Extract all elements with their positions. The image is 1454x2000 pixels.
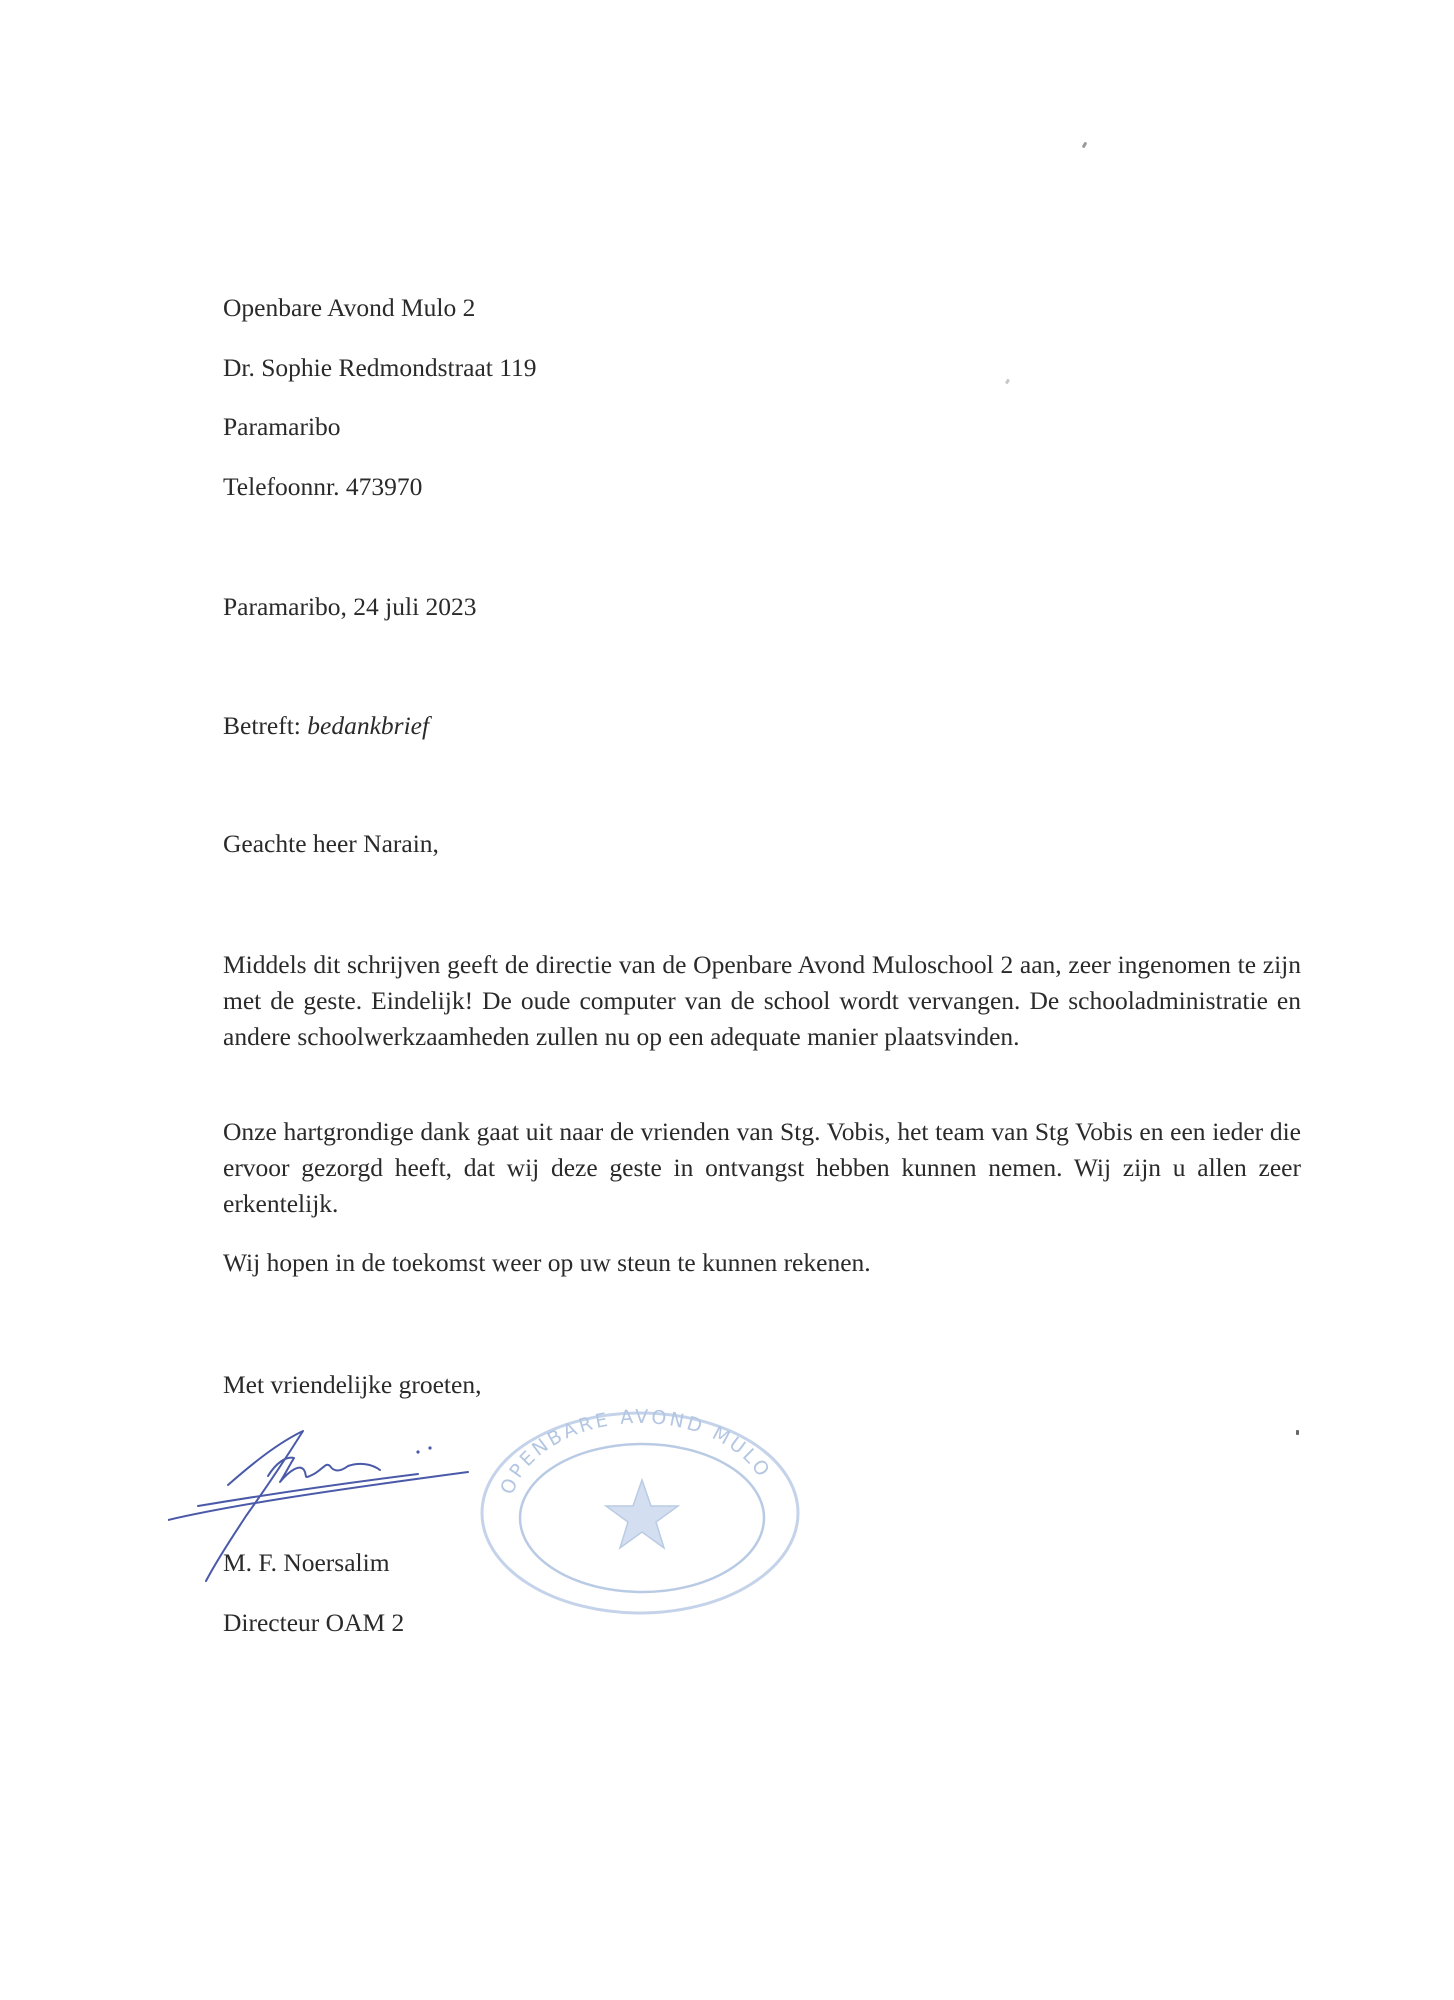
stamp-star-icon xyxy=(606,1480,678,1548)
sender-address: Dr. Sophie Redmondstraat 119 xyxy=(223,353,537,382)
signature-dot-icon xyxy=(416,1450,419,1453)
body-paragraph-3-text: Wij hopen in de toekomst weer op uw steun te kunnen rekenen. xyxy=(223,1248,871,1277)
scan-speck xyxy=(1082,142,1088,149)
closing: Met vriendelijke groeten, xyxy=(223,1370,482,1399)
school-stamp xyxy=(470,1388,810,1618)
stamp-text: OPENBARE AVOND MULO xyxy=(496,1405,776,1498)
body-paragraph-1 xyxy=(223,947,1301,1055)
signature-underline-icon xyxy=(198,1474,418,1506)
sender-city: Paramaribo xyxy=(223,412,341,441)
signatory-title: Directeur OAM 2 xyxy=(223,1608,405,1637)
signatory-name: M. F. Noersalim xyxy=(223,1548,390,1577)
body-paragraph-1-text: Middels dit schrijven geeft de directie van de Openbare Avond Muloschool 2 aan, zeer ingenomen te zijn met de geste. Eindelijk! De oude computer van de school wordt vervangen. De schooladministratie en andere schoolwerkzaamheden zullen nu op een adequate manier plaatsvinden. xyxy=(223,950,1301,1051)
signature-dot-icon xyxy=(428,1446,431,1449)
sender-phone: Telefoonnr. 473970 xyxy=(223,472,423,501)
signature-stroke-icon xyxy=(268,1458,380,1482)
body-paragraph-2-text: Onze hartgrondige dank gaat uit naar de vrienden van Stg. Vobis, het team van Stg Vobis en een ieder die ervoor gezorgd heeft, dat wij deze geste in ontvangst hebben kunnen nemen. Wij zijn u allen zeer erkentelijk. xyxy=(223,1117,1301,1218)
date-line: Paramaribo, 24 juli 2023 xyxy=(223,592,477,621)
scan-speck xyxy=(1296,1430,1299,1435)
subject-value: bedankbrief xyxy=(307,711,430,740)
salutation: Geachte heer Narain, xyxy=(223,829,439,858)
body-paragraph-3 xyxy=(223,1245,1301,1281)
subject-line xyxy=(223,711,429,741)
sender-organization: Openbare Avond Mulo 2 xyxy=(223,293,476,322)
body-paragraph-2 xyxy=(223,1114,1301,1222)
subject-label: Betreft: xyxy=(223,711,301,740)
handwritten-signature xyxy=(168,1418,488,1618)
scan-speck xyxy=(1005,379,1010,385)
signature-underline-icon xyxy=(168,1472,468,1520)
